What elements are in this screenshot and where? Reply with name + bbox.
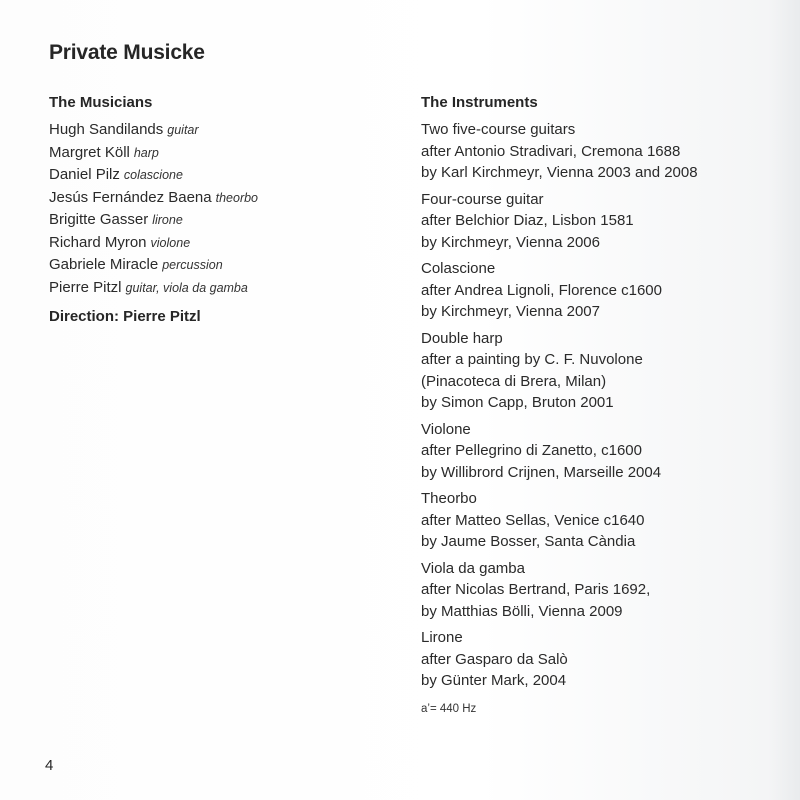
instrument-detail: after Matteo Sellas, Venice c1640 [421,511,645,529]
instrument-detail: (Pinacoteca di Brera, Milan) [421,372,607,390]
instrument-name: Viola da gamba [421,559,525,577]
instrument-detail: by Jaume Bosser, Santa Càndia [421,533,636,550]
instrument-entry [421,189,771,254]
musician-name: Margret Köll [49,143,130,161]
musician-role: colascione [123,168,183,182]
instrument-name: Violone [421,420,471,438]
tuning-pitch: a’= 440 Hz [421,702,477,715]
instrument-entry [421,419,771,484]
musician-name: Jesús Fernández Baena [49,188,212,206]
musician-name: Hugh Sandilands [49,121,164,138]
instrument-detail: by Günter Mark, 2004 [421,672,567,689]
musician-role: lirone [152,213,183,227]
instruments-section [421,93,771,717]
musician-item [49,277,379,300]
instrument-entry [421,119,771,184]
musician-item [49,119,379,142]
instrument-name: Four-course guitar [421,190,544,208]
musician-name: Brigitte Gasser [49,211,149,228]
musician-item [49,232,379,255]
musician-list [49,119,379,299]
instrument-detail: after Antonio Stradivari, Cremona 1688 [421,142,681,160]
instrument-name: Theorbo [421,490,477,507]
musician-name: Gabriele Miracle [49,256,159,273]
instrument-name: Lirone [421,629,463,646]
musician-role: theorbo [215,190,259,205]
instrument-detail: after a painting by C. F. Nuvolone [421,351,643,368]
instrument-detail: after Nicolas Bertrand, Paris 1692, [421,581,651,598]
instrument-entry [421,258,771,323]
musician-role: guitar [167,123,199,137]
instrument-entry [421,627,771,692]
instrument-detail: by Matthias Bölli, Vienna 2009 [421,602,623,620]
musician-role: guitar, viola da gamba [125,280,248,295]
musician-name: Pierre Pitzl [49,278,122,296]
instrument-detail: after Andrea Lignoli, Florence c1600 [421,281,662,299]
musician-item [49,164,379,187]
direction-credit: Direction: Pierre Pitzl [49,308,201,325]
musician-role: violone [150,235,191,250]
instrument-detail: by Simon Capp, Bruton 2001 [421,394,614,411]
instrument-detail: by Kirchmeyr, Vienna 2007 [421,303,600,320]
instrument-entry [421,488,771,553]
instrument-name: Double harp [421,329,503,347]
instrument-name: Two five-course guitars [421,121,576,138]
instrument-detail: by Karl Kirchmeyr, Vienna 2003 and 2008 [421,164,698,181]
page-number: 4 [45,757,54,774]
instrument-detail: by Willibrord Crijnen, Marseille 2004 [421,463,662,481]
instrument-name: Colascione [421,260,496,277]
musician-item [49,142,379,165]
musician-item [49,209,379,232]
musician-name: Daniel Pilz [49,166,120,183]
instrument-detail: after Gasparo da Salò [421,650,568,668]
instrument-list [421,119,771,692]
instrument-detail: after Pellegrino di Zanetto, c1600 [421,442,642,459]
instrument-detail: after Belchior Diaz, Lisbon 1581 [421,212,634,229]
musician-name: Richard Myron [49,233,147,251]
musician-item [49,187,379,210]
musician-role: percussion [162,258,223,272]
instrument-entry [421,558,771,623]
musicians-section [49,93,379,327]
instrument-entry [421,328,771,414]
musicians-heading: The Musicians [49,94,153,111]
instruments-heading: The Instruments [421,94,538,111]
musician-role: harp [133,145,159,160]
instrument-detail: by Kirchmeyr, Vienna 2006 [421,233,600,251]
musician-item [49,254,379,277]
page-title: Private Musicke [49,41,205,64]
